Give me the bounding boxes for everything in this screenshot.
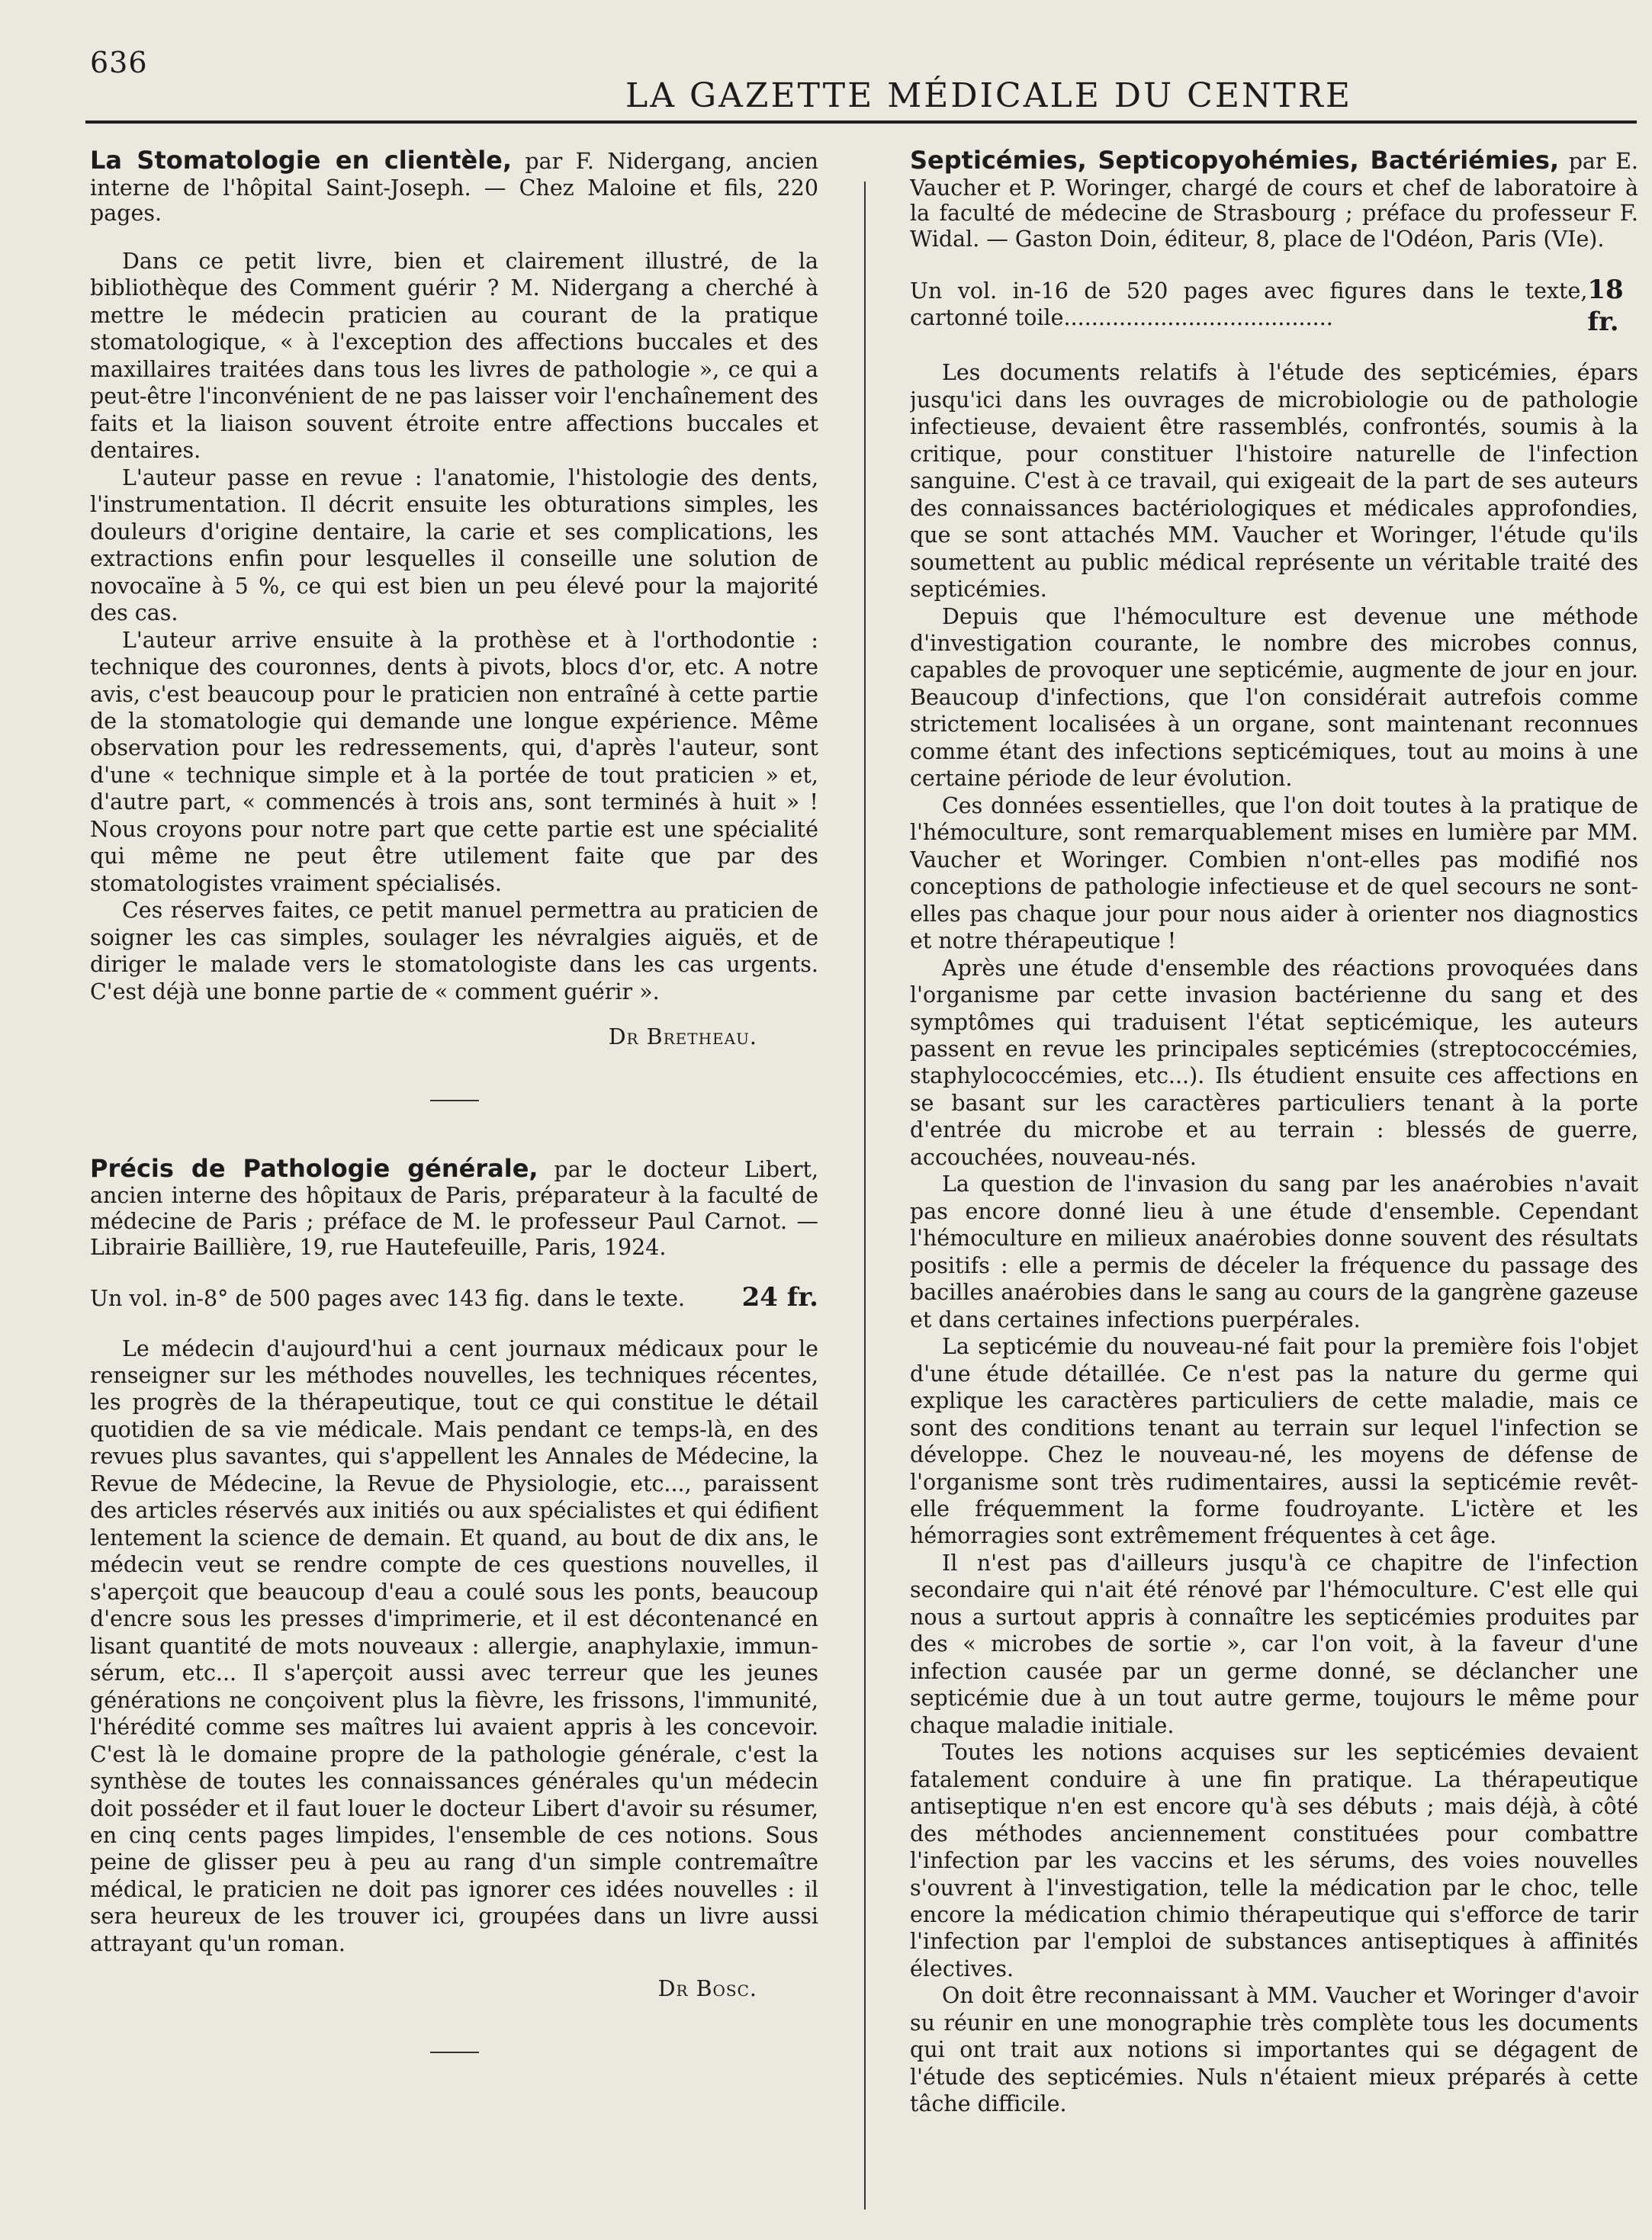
section-separator [430,2052,479,2053]
review-paragraph: Il n'est pas d'ailleurs jusqu'à ce chapitre de l'infection secondaire qui n'ait été rénové par l'hémoculture. C'est elle qui nous a surtout appris à connaître les septicémies produites par des « microbes de sortie », car l'on voit, à la faveur d'une infection causée par un germe donné, se déclancher une septicémie due à un tout autre germe, toujours le même pour chaque maladie initiale. [910,1550,1638,1738]
review-paragraph: La septicémie du nouveau-né fait pour la première fois l'objet d'une étude détaillée. Ce n'est pas la nature du germe qui explique les caractères particuliers de cette maladie, mais ce sont des conditions tenant au terrain sur lequel l'infection se développe. Chez le nouveau-né, les moyens de défense de l'organisme sont très rudimentaires, aussi la septicémie revêt-elle fréquemment la forme foudroyante. L'ictère et les hémorragies sont extrêmement fréquentes à cet âge. [910,1334,1638,1549]
review-paragraph: L'auteur passe en revue : l'anatomie, l'histologie des dents, l'instrumentation. Il décrit ensuite les obturations simples, les douleurs d'origine dentaire, la carie et ses complications, les extractions enfin pour lesquelles il conseille une solution de novocaïne à 5 %, ce qui est bien un peu élevé pour la majorité des cas. [90,464,818,626]
review-paragraph: Le médecin d'aujourd'hui a cent journaux médicaux pour le renseigner sur les méthodes nouvelles, les techniques récentes, les progrès de la thérapeutique, tout ce qui constitue le détail quotidien de sa vie médicale. Mais pendant ce temps-là, en des revues plus savantes, qui s'appellent les Annales de Médecine, la Revue de Médecine, la Revue de Physiologie, etc..., paraissent des articles réservés aux initiés ou aux spécialistes et qui édifient lentement la science de demain. Et quand, au bout de dix ans, le médecin veut se rendre compte de ces questions nouvelles, il s'aperçoit que beaucoup d'eau a coulé sous les ponts, beaucoup d'encre sous les presses d'imprimerie, et il est décontenancé en lisant quantité de mots nouveaux : allergie, anaphylaxie, immun-sérum, etc... Il s'aperçoit aussi avec terreur que les jeunes générations ne conçoivent plus la fièvre, les frissons, l'immunité, l'hérédité comme ses maîtres lui avaient appris à les concevoir. C'est là le domaine propre de la pathologie générale, c'est la synthèse de toutes les connaissances générales qu'un médecin doit posséder et il faut louer le docteur Libert d'avoir su résumer, en cinq cents pages limpides, l'ensemble de ces notions. Sous peine de glisser peu à peu au rang d'un simple contremaître médical, le praticien ne doit pas ignorer ces idées nouvelles : il sera heureux de les trouver ici, groupées dans un livre aussi attrayant qu'un roman. [90,1335,818,1956]
review-heading [90,1155,818,1261]
reviewer-signature: Dr Bosc. [657,1976,757,2002]
volume-line [90,1281,818,1313]
book-title: La Stomatologie en clientèle, [90,146,513,175]
book-title: Précis de Pathologie générale, [90,1153,538,1183]
book-title: Septicémies, Septicopyohémies, Bactériémies, [910,146,1560,175]
review-heading [90,146,818,227]
review-paragraph: L'auteur arrive ensuite à la prothèse et à l'orthodontie : technique des couronnes, dents à pivots, blocs d'or, etc. A notre avis, c'est beaucoup pour le praticien non entraîné à cette partie de la stomatologie qui demande une longue expérience. Même observation pour les redressements, qui, d'après l'auteur, sont d'une « technique simple et à la portée de tout praticien » et, d'autre part, « commencés à trois ans, sont terminés à huit » ! Nous croyons pour notre part que cette partie est une spécialité qui même ne peut être utilement faite que par des stomatologistes vraiment spécialisés. [90,627,818,896]
book-price: 18 fr. [1587,274,1624,337]
book-byline: par E. Vaucher et P. Woringer, chargé de cours et chef de laboratoire à la faculté de médecine de Strasbourg ; préface du professeur F. Widal. — Gaston Doin, éditeur, 8, place de l'Odéon, Paris (VIe). [910,149,1638,252]
volume-description: Un vol. in-16 de 520 pages avec figures dans le texte, cartonné toile....................................... [910,278,1588,331]
reviewer-signature: Dr Bretheau. [608,1024,757,1050]
left-column [90,146,818,2209]
review-paragraph: Toutes les notions acquises sur les septicémies devaient fatalement conduire à une fin pratique. La thérapeutique antiseptique n'en est encore qu'à ses débuts ; mais déjà, à côté des méthodes anciennement constituées pour combattre l'infection par les vaccins et les sérums, des voies nouvelles s'ouvrent à l'investigation, telle la médication par le choc, telle encore la médication chimio thérapeutique qui s'efforce de tarir l'infection par l'emploi de substances antiseptiques à affinités électives. [910,1740,1638,1981]
journal-title: LA GAZETTE MÉDICALE DU CENTRE [625,76,1353,115]
section-separator [430,1100,479,1101]
review-paragraph: Ces données essentielles, que l'on doit toutes à la pratique de l'hémoculture, sont remarquablement mises en lumière par MM. Vaucher et Woringer. Combien n'ont-elles pas modifié nos conceptions de pathologie infectieuse et de quel secours ne sont-elles pas chaque jour pour nous aider à orienter nos diagnostics et notre thérapeutique ! [910,792,1638,954]
page-number: 636 [90,46,148,79]
book-byline: par F. Nidergang, ancien interne de l'hôpital Saint-Joseph. — Chez Maloine et fils, 220 pages. [90,149,818,227]
review-paragraph: Dans ce petit livre, bien et clairement illustré, de la bibliothèque des Comment guérir ? M. Nidergang a cherché à mettre le médecin praticien au courant de la pratique stomatologique, « à l'exception des affections buccales et des maxillaires traitées dans tous les livres de pathologie », ce qui a peut-être l'inconvénient de ne pas laisser voir l'enchaînement des faits et la liaison souvent étroite entre affections buccales et dentaires. [90,249,818,464]
right-column [910,146,1638,2209]
review-paragraph: Depuis que l'hémoculture est devenue une méthode d'investigation courante, le nombre des microbes connus, capables de provoquer une septicémie, augmente de jour en jour. Beaucoup d'infections, que l'on considérait autrefois comme strictement localisées à un organe, sont maintenant reconnues comme étant des infections septicémiques, tout au moins à une certaine période de leur évolution. [910,603,1638,792]
book-byline: par le docteur Libert, ancien interne des hôpitaux de Paris, préparateur à la faculté de médecine de Paris ; préface de M. le professeur Paul Carnot. — Librairie Baillière, 19, rue Hautefeuille, Paris, 1924. [90,1156,818,1260]
review-paragraph: Après une étude d'ensemble des réactions provoquées dans l'organisme par cette invasion bactérienne du sang et des symptômes qui traduisent l'état septicémique, les auteurs passent en revue les principales septicémies (streptococcémies, staphylococcémies, etc...). Ils étudient ensuite ces affections en se basant sur les caractères particuliers tenant à la porte d'entrée du microbe et au terrain : blessés de guerre, accouchées, nouveau-nés. [910,955,1638,1170]
review-paragraph: Les documents relatifs à l'étude des septicémies, épars jusqu'ici dans les ouvrages de microbiologie ou de pathologie infectieuse, devaient être rassemblés, confrontés, soumis à la critique, pour constituer l'histoire naturelle de l'infection sanguine. C'est à ce travail, qui exigeait de la part de ses auteurs des connaissances bactériologiques et médicales approfondies, que se sont attachés MM. Vaucher et Woringer, l'étude qu'ils soumettent au public médical représente un véritable traité des septicémies. [910,360,1638,603]
column-divider [864,182,866,2209]
review-paragraph: Ces réserves faites, ce petit manuel permettra au praticien de soigner les cas simples, soulager les névralgies aiguës, et de diriger le malade vers le stomatologiste dans les cas urgents. C'est déjà une bonne partie de « comment guérir ». [90,898,818,1004]
book-price: 24 fr. [741,1282,818,1313]
review-heading [910,146,1638,252]
header-rule [85,121,1637,124]
volume-description: Un vol. in-8° de 500 pages avec 143 fig. dans le texte. [90,1286,686,1312]
review-paragraph: On doit être reconnaissant à MM. Vaucher et Woringer d'avoir su réunir en une monographie très complète tous les documents qui ont trait aux notions si importantes qui se dégagent de l'étude des septicémies. Nuls n'étaient mieux préparés à cette tâche difficile. [910,1983,1638,2117]
review-paragraph: La question de l'invasion du sang par les anaérobies n'avait pas encore donné lieu à une étude d'ensemble. Cependant l'hémoculture en milieux anaérobies donne souvent des résultats positifs : elle a permis de déceler la fréquence du passage des bacilles anaérobies dans le sang au cours de la gangrène gazeuse et dans certaines infections puerpérales. [910,1171,1638,1332]
volume-line [910,274,1638,339]
